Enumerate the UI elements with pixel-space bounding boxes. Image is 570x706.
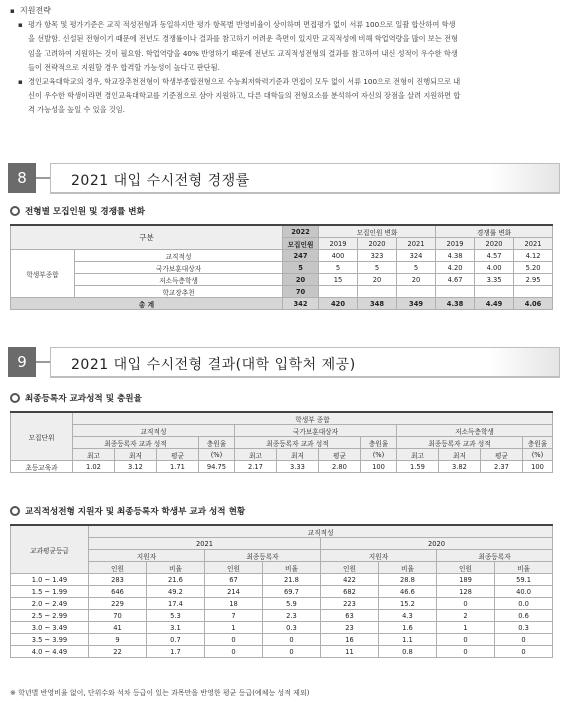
cell: 69.7 xyxy=(263,586,321,598)
cell: 4.06 xyxy=(514,298,553,310)
row-name: 초등교육과 xyxy=(11,461,73,473)
cell: 5 xyxy=(397,262,436,274)
cell: 5 xyxy=(358,262,397,274)
group-label: 학생부종합 xyxy=(11,250,75,298)
cell: 324 xyxy=(397,250,436,262)
header-year: 2020 xyxy=(321,538,553,550)
header-type: 국가보훈대상자 xyxy=(235,425,397,437)
cell: 348 xyxy=(358,298,397,310)
cell: 100 xyxy=(523,461,553,473)
cell: 46.6 xyxy=(379,586,437,598)
strategy-item-2 xyxy=(16,75,564,118)
header-type: 교직적성 xyxy=(73,425,235,437)
subheading-text: 전형별 모집인원 및 경쟁률 변화 xyxy=(25,207,145,217)
cell: 70 xyxy=(283,286,319,298)
table-row xyxy=(11,622,553,634)
cell: 18 xyxy=(205,598,263,610)
cell: 349 xyxy=(397,298,436,310)
table-row xyxy=(11,262,553,274)
section-9-header xyxy=(8,347,560,377)
distribution-table xyxy=(10,524,553,658)
cell: 4.57 xyxy=(475,250,514,262)
row-name: 교직적성 xyxy=(75,250,283,262)
header-band: 교과평균등급 xyxy=(11,525,89,574)
cell: 20 xyxy=(397,274,436,286)
header-col: 평균 xyxy=(157,449,199,461)
table-row xyxy=(11,574,553,586)
header-fill: 충원율 xyxy=(199,437,235,449)
cell: 189 xyxy=(437,574,495,586)
cell: 0 xyxy=(437,598,495,610)
header-category: 구분 xyxy=(11,225,283,250)
cell xyxy=(358,286,397,298)
cell: 15.2 xyxy=(379,598,437,610)
cell: 0.7 xyxy=(147,634,205,646)
strategy-line: 신이 우수한 학생이라면 경인교육대학교를 기준점으로 삼아 지원하고, 다른 대학들의 전형요소를 분석하여 자신의 장점을 살려 지원하면 합 xyxy=(28,91,461,101)
cell: 1 xyxy=(437,622,495,634)
cell: 2.17 xyxy=(235,461,277,473)
header-recruit-change: 모집인원 변화 xyxy=(319,225,436,238)
table-row xyxy=(11,586,553,598)
competition-table xyxy=(10,224,553,310)
subheading-text: 교직적성전형 지원자 및 최종등록자 학생부 교과 성적 현황 xyxy=(25,507,246,517)
header-col: 인원 xyxy=(321,562,379,574)
cell: 100 xyxy=(361,461,397,473)
cell: 422 xyxy=(321,574,379,586)
cell: 3.12 xyxy=(115,461,157,473)
header-col: 최고 xyxy=(73,449,115,461)
header-col: 최저 xyxy=(277,449,319,461)
cell: 323 xyxy=(358,250,397,262)
strategy-line: 을 선발함. 신설된 전형이기 때문에 전년도 경쟁률이나 결과를 참고하기 어려운 측면이 있지만 교직적성에 비해 학업역량을 많이 보는 전형 xyxy=(28,34,458,44)
total-row xyxy=(11,298,553,310)
section-connector xyxy=(36,361,50,363)
table-row xyxy=(11,250,553,262)
strategy-line: 임을 고려하여 지원하는 것이 필요함. 학업역량을 40% 반영하기 때문에 전년도 교직적성전형의 결과를 참고하여 내신 성적이 우수한 학생 xyxy=(28,48,458,58)
cell: 63 xyxy=(321,610,379,622)
section-connector xyxy=(36,177,50,179)
cell: 4.38 xyxy=(436,250,475,262)
cell: 0 xyxy=(437,634,495,646)
section-title: 2021 대입 수시전형 결과(대학 입학처 제공) xyxy=(71,357,356,373)
header-col: 비율 xyxy=(263,562,321,574)
row-band: 1.5 ~ 1.99 xyxy=(11,586,89,598)
cell: 3.35 xyxy=(475,274,514,286)
header-col: 비율 xyxy=(495,562,553,574)
cell: 4.00 xyxy=(475,262,514,274)
strategy-line: ▪ 평가 항목 및 평가기준은 교직 적성전형과 동일하지만 평가 항목별 반영비율이 상이하며 면접평가 없이 서류 100으로 일괄 합산하여 학생 xyxy=(28,20,456,30)
table-row xyxy=(11,634,553,646)
header-type: 저소득층학생 xyxy=(397,425,553,437)
header-col: 비율 xyxy=(379,562,437,574)
cell: 22 xyxy=(89,646,147,658)
cell: 0.3 xyxy=(263,622,321,634)
header-year: 2019 xyxy=(436,238,475,250)
cell xyxy=(514,286,553,298)
header-group: 지원자 xyxy=(321,550,437,562)
header-col: 최고 xyxy=(235,449,277,461)
cell: 4.20 xyxy=(436,262,475,274)
cell: 283 xyxy=(89,574,147,586)
strategy-heading: ▪ 지원전략 xyxy=(8,4,564,18)
ring-bullet-icon xyxy=(10,506,20,516)
cell xyxy=(436,286,475,298)
cell: 17.4 xyxy=(147,598,205,610)
section-title-box xyxy=(50,163,560,194)
header-year: 2021 xyxy=(397,238,436,250)
row-name: 학교장추천 xyxy=(75,286,283,298)
header-year: 2021 xyxy=(514,238,553,250)
cell: 682 xyxy=(321,586,379,598)
cell: 420 xyxy=(319,298,358,310)
cell: 41 xyxy=(89,622,147,634)
cell xyxy=(319,286,358,298)
header-2022: 2022 xyxy=(283,225,319,238)
strategy-item-1 xyxy=(16,18,564,75)
cell: 3.82 xyxy=(439,461,481,473)
row-name: 저소득층학생 xyxy=(75,274,283,286)
header-group: 최종등록자 xyxy=(205,550,321,562)
cell: 229 xyxy=(89,598,147,610)
cell: 4.49 xyxy=(475,298,514,310)
header-fill-unit: (%) xyxy=(523,449,553,461)
cell: 7 xyxy=(205,610,263,622)
header-col: 최고 xyxy=(397,449,439,461)
cell: 128 xyxy=(437,586,495,598)
cell: 247 xyxy=(283,250,319,262)
cell: 646 xyxy=(89,586,147,598)
header-group: 지원자 xyxy=(89,550,205,562)
cell: 28.8 xyxy=(379,574,437,586)
cell: 67 xyxy=(205,574,263,586)
cell: 0 xyxy=(263,646,321,658)
header-unit: 모집단위 xyxy=(11,412,73,461)
cell: 21.8 xyxy=(263,574,321,586)
cell: 1.59 xyxy=(397,461,439,473)
strategy-line: 격 가능성을 높일 수 있을 것임. xyxy=(28,105,126,115)
cell: 4.12 xyxy=(514,250,553,262)
subheading-distribution xyxy=(10,505,245,517)
cell: 0.6 xyxy=(495,610,553,622)
cell: 1 xyxy=(205,622,263,634)
total-label: 총 계 xyxy=(11,298,283,310)
cell: 16 xyxy=(321,634,379,646)
row-band: 4.0 ~ 4.49 xyxy=(11,646,89,658)
subheading-text: 최종등록자 교과성적 및 충원율 xyxy=(25,394,142,404)
table-row xyxy=(11,646,553,658)
cell: 59.1 xyxy=(495,574,553,586)
row-name: 국가보훈대상자 xyxy=(75,262,283,274)
header-recruit: 모집인원 xyxy=(283,238,319,250)
cell: 1.71 xyxy=(157,461,199,473)
cell: 2 xyxy=(437,610,495,622)
header-col: 인원 xyxy=(89,562,147,574)
table-row xyxy=(11,610,553,622)
section-title-box xyxy=(50,347,560,378)
section-8-header xyxy=(8,163,560,193)
header-rate-change: 경쟁률 변화 xyxy=(436,225,553,238)
cell: 9 xyxy=(89,634,147,646)
header-grades: 최종등록자 교과 성적 xyxy=(235,437,361,449)
cell: 400 xyxy=(319,250,358,262)
cell: 1.7 xyxy=(147,646,205,658)
header-col: 인원 xyxy=(205,562,263,574)
cell: 1.02 xyxy=(73,461,115,473)
header-year: 2020 xyxy=(475,238,514,250)
cell: 0.8 xyxy=(379,646,437,658)
cell: 0 xyxy=(205,646,263,658)
table-row xyxy=(11,286,553,298)
row-band: 2.0 ~ 2.49 xyxy=(11,598,89,610)
header-col: 평균 xyxy=(319,449,361,461)
cell: 23 xyxy=(321,622,379,634)
header-group: 최종등록자 xyxy=(437,550,553,562)
header-col: 평균 xyxy=(481,449,523,461)
section-title: 2021 대입 수시전형 경쟁률 xyxy=(71,173,250,189)
final-grade-table xyxy=(10,411,553,473)
cell: 49.2 xyxy=(147,586,205,598)
header-fill: 충원율 xyxy=(523,437,553,449)
cell: 4.3 xyxy=(379,610,437,622)
cell: 342 xyxy=(283,298,319,310)
header-col: 최저 xyxy=(439,449,481,461)
cell: 2.95 xyxy=(514,274,553,286)
cell: 223 xyxy=(321,598,379,610)
cell: 214 xyxy=(205,586,263,598)
header-type: 교직적성 xyxy=(89,525,553,538)
header-col: 최저 xyxy=(115,449,157,461)
header-grades: 최종등록자 교과 성적 xyxy=(73,437,199,449)
cell: 11 xyxy=(321,646,379,658)
cell xyxy=(397,286,436,298)
table-row xyxy=(11,461,553,473)
header-year: 2019 xyxy=(319,238,358,250)
cell: 0 xyxy=(205,634,263,646)
cell: 5.3 xyxy=(147,610,205,622)
header-col: 비율 xyxy=(147,562,205,574)
cell: 0.3 xyxy=(495,622,553,634)
cell: 5.20 xyxy=(514,262,553,274)
cell: 0 xyxy=(263,634,321,646)
cell: 20 xyxy=(283,274,319,286)
cell: 2.3 xyxy=(263,610,321,622)
header-group: 학생부 종합 xyxy=(73,412,553,425)
cell: 94.75 xyxy=(199,461,235,473)
section-number: 9 xyxy=(8,347,36,377)
table-row xyxy=(11,274,553,286)
cell: 70 xyxy=(89,610,147,622)
row-band: 1.0 ~ 1.49 xyxy=(11,574,89,586)
cell: 0 xyxy=(437,646,495,658)
cell: 3.1 xyxy=(147,622,205,634)
cell: 0.0 xyxy=(495,598,553,610)
header-col: 인원 xyxy=(437,562,495,574)
cell: 4.38 xyxy=(436,298,475,310)
header-fill-unit: (%) xyxy=(361,449,397,461)
footnote: ※ 학년별 반영비율 없이, 단위수와 석차 등급이 있는 과목만을 반영한 평균 등급(예체능 성적 제외) xyxy=(10,689,310,697)
table-row xyxy=(11,598,553,610)
header-fill: 충원율 xyxy=(361,437,397,449)
section-number: 8 xyxy=(8,163,36,193)
cell: 0 xyxy=(495,646,553,658)
cell: 1.6 xyxy=(379,622,437,634)
header-year: 2021 xyxy=(89,538,321,550)
ring-bullet-icon xyxy=(10,393,20,403)
subheading-final xyxy=(10,392,142,404)
ring-bullet-icon xyxy=(10,206,20,216)
cell: 2.37 xyxy=(481,461,523,473)
row-band: 3.0 ~ 3.49 xyxy=(11,622,89,634)
cell: 1.1 xyxy=(379,634,437,646)
cell: 15 xyxy=(319,274,358,286)
cell xyxy=(475,286,514,298)
row-band: 2.5 ~ 2.99 xyxy=(11,610,89,622)
cell: 20 xyxy=(358,274,397,286)
cell: 2.80 xyxy=(319,461,361,473)
strategy-block xyxy=(8,4,564,118)
header-fill-unit: (%) xyxy=(199,449,235,461)
subheading-competition xyxy=(10,205,145,217)
cell: 5 xyxy=(319,262,358,274)
cell: 4.67 xyxy=(436,274,475,286)
header-grades: 최종등록자 교과 성적 xyxy=(397,437,523,449)
strategy-line: 들이 전략적으로 지원할 경우 합격할 가능성이 높다고 판단됨. xyxy=(28,62,220,72)
cell: 3.33 xyxy=(277,461,319,473)
cell: 40.0 xyxy=(495,586,553,598)
cell: 21.6 xyxy=(147,574,205,586)
header-year: 2020 xyxy=(358,238,397,250)
cell: 5.9 xyxy=(263,598,321,610)
cell: 5 xyxy=(283,262,319,274)
cell: 0 xyxy=(495,634,553,646)
strategy-line: ▪ 경인교육대학교의 경우, 학교장추천전형이 학생부종합전형으로 수능최저학력기준과 면접이 모두 없이 서류 100으로 전형이 진행되므로 내 xyxy=(28,77,461,87)
row-band: 3.5 ~ 3.99 xyxy=(11,634,89,646)
